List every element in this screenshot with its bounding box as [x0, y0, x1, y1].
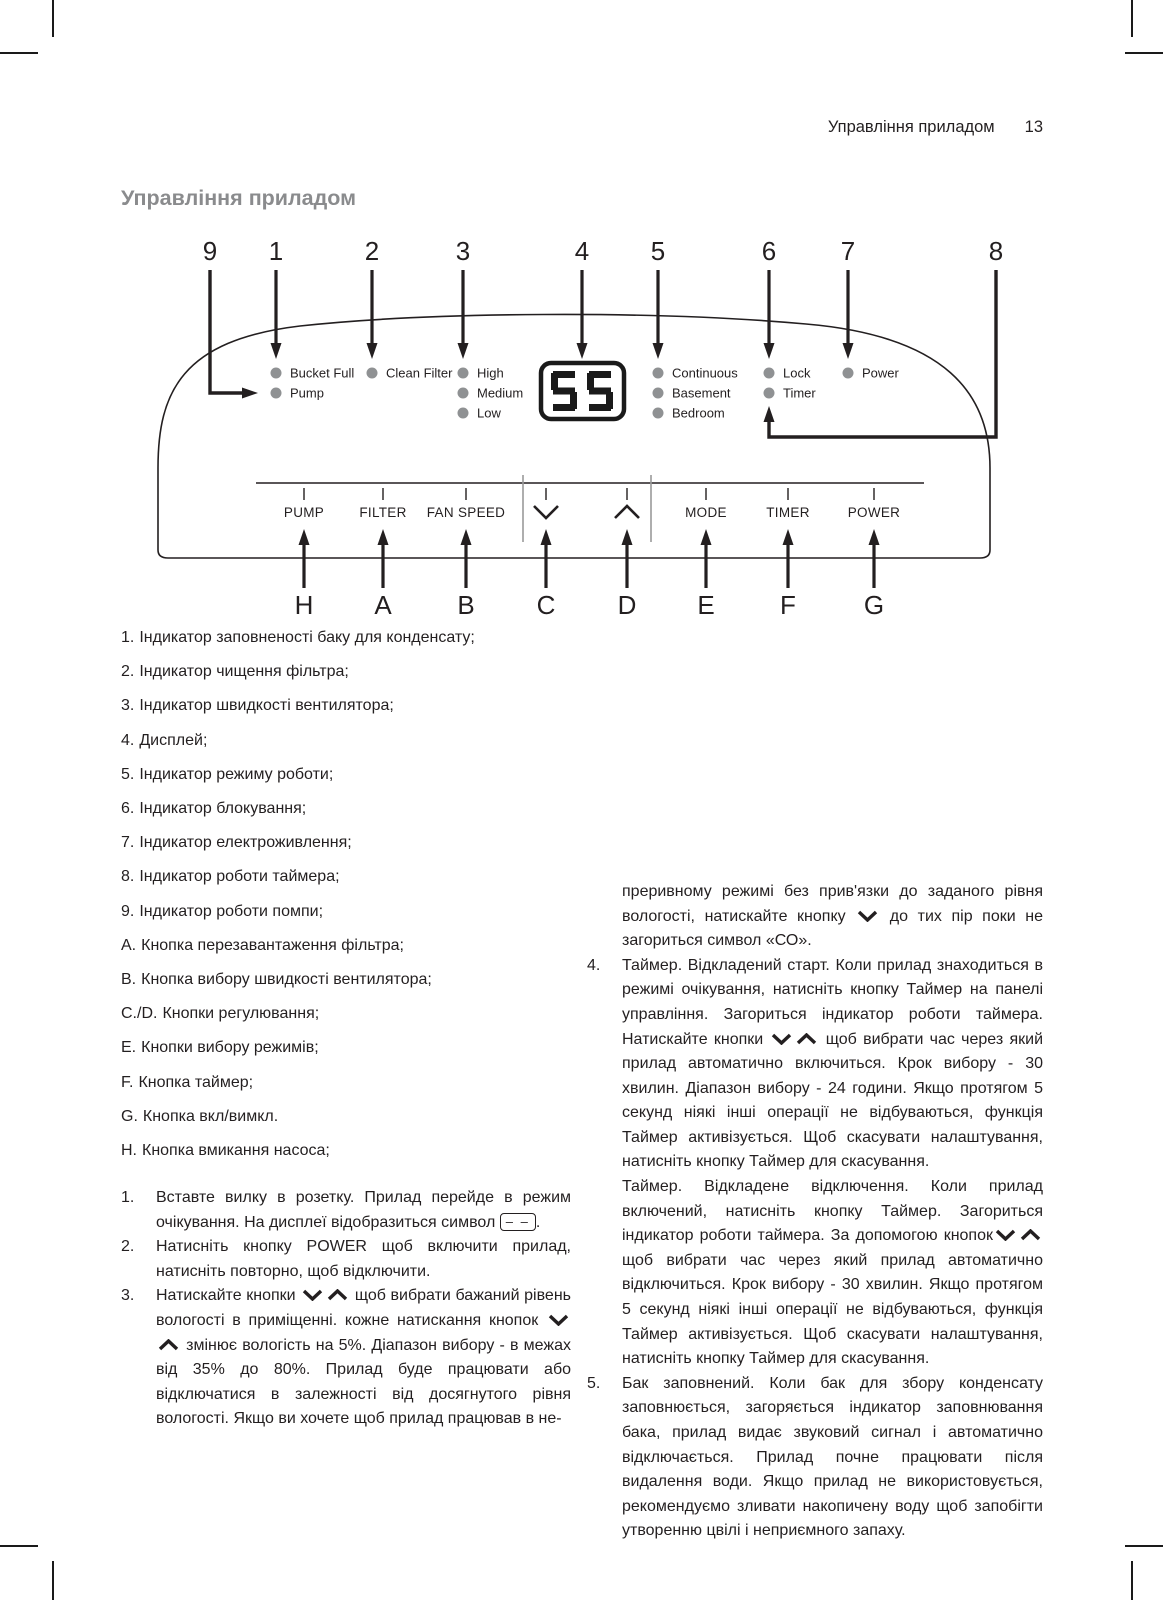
crop-mark-bottom-right-v [1131, 1561, 1133, 1600]
bedroom-led [653, 408, 664, 419]
running-header [828, 118, 1043, 137]
legend-item [121, 792, 571, 826]
instruction-text: Натисніть кнопку POWER щоб включити прилад, натисніть повторно, щоб відключити. [156, 1238, 571, 1280]
lock-led [764, 368, 775, 379]
basement-label: Basement [672, 385, 731, 401]
chevron-up-icon [327, 1289, 348, 1301]
chevron-down-icon [857, 910, 878, 922]
callout-6: 6 [761, 236, 777, 266]
button-labels [284, 505, 900, 520]
legend-item-number: 4. [121, 731, 135, 749]
arrow-down-icon [764, 343, 775, 359]
legend-item-text: Індикатор швидкості вентилятора; [139, 697, 394, 715]
legend-item-text: Кнопки регулювання; [162, 1005, 320, 1023]
instruction-text: Натискайте кнопки щоб вибрати бажаний рівень вологості в приміщенні. кожне натискання кнопок змінює вологість на 5%. Діапазон вибору - в межах від 35% до 80%. Прилад буде працювати або відключатися в залежності від досягнутого рівня вологості. Якщо ви хочете щоб прилад працював в не- [156, 1287, 571, 1428]
page-number: 13 [1024, 118, 1043, 136]
legend-item-text: Індикатор роботи помпи; [139, 902, 324, 920]
arrow-down-icon [458, 343, 469, 359]
chevron-down-icon [771, 1033, 792, 1045]
callout-2: 2 [364, 236, 380, 266]
seven-segment-display [541, 363, 624, 419]
legend-item [121, 860, 571, 894]
arrow-down-icon [577, 343, 588, 359]
crop-mark-bottom-left-h [0, 1545, 38, 1547]
legend-item-text: Індикатор режиму роботи; [139, 765, 334, 783]
clean-filter-label: Clean Filter [386, 365, 453, 381]
segment [587, 373, 594, 390]
chevron-down-icon [302, 1289, 323, 1301]
legend-item-text: Дисплей; [139, 731, 208, 749]
legend-item [121, 1134, 571, 1168]
fan-speed-button: FAN SPEED [426, 505, 506, 520]
arrow-up-icon [764, 406, 775, 422]
callout-F: F [780, 590, 796, 620]
legend-item-number: A. [121, 936, 137, 954]
legend-item-number: 8. [121, 868, 135, 886]
bucket-full-label: Bucket Full [290, 365, 355, 381]
arrow-down-icon [653, 343, 664, 359]
legend-item-number: E. [121, 1039, 137, 1057]
chevron-up-icon [1020, 1229, 1041, 1241]
instructions-left [121, 1186, 571, 1432]
chevron-down-icon [548, 1314, 569, 1326]
instruction-number: 2. [121, 1238, 135, 1256]
page-title: Управління приладом [121, 186, 357, 210]
pump-button: PUMP [283, 505, 325, 520]
instruction-item [587, 880, 1043, 954]
instruction-item [121, 1235, 571, 1284]
instruction-item [587, 1372, 1043, 1544]
instruction-item [587, 954, 1043, 1175]
instruction-item [587, 1175, 1043, 1372]
callout-letters-bottom [295, 590, 885, 620]
legend-item-text: Кнопка таймер; [138, 1073, 254, 1091]
continuous-led [653, 368, 664, 379]
legend-item-number: F. [121, 1073, 134, 1091]
legend-item [121, 621, 571, 655]
legend-item [121, 724, 571, 758]
power-label: Power [862, 365, 899, 381]
legend-list [121, 621, 571, 1168]
display-symbol-box: – – [500, 1213, 536, 1231]
legend-item-number: 5. [121, 765, 135, 783]
legend-item-text: Індикатор блокування; [139, 800, 307, 818]
callout-E: E [697, 590, 715, 620]
legend-item-number: C./D. [121, 1005, 158, 1023]
legend-item-number: B. [121, 971, 137, 989]
arrow-up-icon [461, 529, 472, 545]
legend-item [121, 1066, 571, 1100]
callout-A: A [374, 590, 392, 620]
chevron-down-button [534, 506, 558, 518]
medium-label: Medium [477, 385, 524, 401]
legend-item [121, 758, 571, 792]
legend-item-text: Кнопка вмикання насоса; [142, 1142, 330, 1160]
legend-item-number: 2. [121, 663, 135, 681]
crop-mark-top-left-v [52, 0, 54, 37]
legend-item [121, 1031, 571, 1065]
legend-item [121, 963, 571, 997]
chevron-down-icon [995, 1229, 1016, 1241]
crop-mark-top-left-h [0, 52, 38, 54]
crop-mark-bottom-right-h [1125, 1545, 1163, 1547]
legend-item-text: Кнопки вибору режимів; [141, 1039, 319, 1057]
instruction-item [121, 1284, 571, 1432]
instructions-right [587, 880, 1043, 1544]
arrow-down-icon [271, 343, 282, 359]
arrow-right-icon [242, 388, 258, 399]
timer-button: TIMER [766, 505, 810, 520]
legend-item [121, 689, 571, 723]
callout-1: 1 [268, 236, 284, 266]
legend-item-text: Індикатор електроживлення; [139, 834, 352, 852]
legend-item-number: G. [121, 1107, 138, 1125]
arrow-up-icon [701, 529, 712, 545]
legend-item-text: Кнопка перезавантаження фільтра; [141, 936, 404, 954]
segment [589, 404, 611, 411]
arrow-up-icon [622, 529, 633, 545]
legend-item [121, 929, 571, 963]
arrow-down-icon [367, 343, 378, 359]
callout-9-arrow [210, 270, 258, 399]
legend-item [121, 1100, 571, 1134]
crop-mark-top-right-h [1125, 52, 1163, 54]
arrow-up-icon [541, 529, 552, 545]
legend-item-text: Індикатор заповненості баку для конденсату; [139, 629, 475, 646]
crop-mark-top-right-v [1131, 0, 1133, 37]
callout-3: 3 [455, 236, 471, 266]
segment [551, 373, 558, 390]
legend-item-text: Кнопка вкл/вимкл. [142, 1107, 279, 1125]
callout-D: D [617, 590, 637, 620]
basement-led [653, 388, 664, 399]
mode-button: MODE [685, 505, 727, 520]
legend-item [121, 655, 571, 689]
clean-filter-led [367, 368, 378, 379]
callout-8-arrow [764, 270, 997, 437]
running-header-title: Управління приладом [827, 118, 995, 136]
continuous-label: Continuous [672, 365, 738, 381]
callout-5: 5 [650, 236, 666, 266]
chevron-up-icon [158, 1339, 179, 1351]
callout-B: B [457, 590, 475, 620]
callout-C: C [536, 590, 556, 620]
bedroom-label: Bedroom [672, 405, 725, 421]
power-led [843, 368, 854, 379]
legend-item-text: Індикатор чищення фільтра; [139, 663, 349, 681]
crop-mark-bottom-left-v [52, 1561, 54, 1600]
high-label: High [477, 365, 504, 381]
pump-label: Pump [290, 385, 324, 401]
chevron-up-icon [796, 1033, 817, 1045]
legend-item-number: H. [121, 1142, 137, 1160]
lock-label: Lock [783, 365, 811, 381]
instruction-number: 5. [587, 1374, 601, 1392]
callout-H: H [294, 590, 314, 620]
legend-item-number: 9. [121, 902, 135, 920]
callout-7: 7 [840, 236, 856, 266]
callout-8: 8 [988, 236, 1004, 266]
arrow-up-icon [869, 529, 880, 545]
legend-item [121, 826, 571, 860]
legend-item-text: Кнопка вибору швидкості вентилятора; [141, 971, 432, 989]
high-led [458, 368, 469, 379]
arrow-up-icon [378, 529, 389, 545]
legend-item-number: 6. [121, 800, 135, 818]
chevron-up-button [615, 506, 639, 518]
bucket-full-led [271, 368, 282, 379]
legend-item-number: 7. [121, 834, 135, 852]
callout-G: G [863, 590, 885, 620]
arrow-up-icon [783, 529, 794, 545]
arrow-down-icon [843, 343, 854, 359]
control-panel-diagram [0, 230, 1163, 630]
legend-item [121, 997, 571, 1031]
button-ticks [304, 488, 874, 500]
low-label: Low [477, 405, 501, 421]
instruction-number: 3. [121, 1287, 135, 1305]
callout-4: 4 [574, 236, 590, 266]
instruction-text: преривному режимі без прив'язки до заданого рівня вологості, натискайте кнопку до тих пір поки не загориться символ «СО». [622, 882, 1043, 950]
pump-led [271, 388, 282, 399]
low-led [458, 408, 469, 419]
timer-label: Timer [783, 385, 816, 401]
legend-item-text: Індикатор роботи таймера; [139, 868, 340, 886]
medium-led [458, 388, 469, 399]
instruction-item [121, 1186, 571, 1235]
callout-9: 9 [202, 236, 218, 266]
legend-item-number: 3. [121, 697, 135, 715]
segment [553, 404, 575, 411]
timer-led [764, 388, 775, 399]
callout-numbers-top [203, 236, 1003, 266]
arrow-up-icon [299, 529, 310, 545]
power-button: POWER [847, 505, 901, 520]
legend-item-number: 1. [121, 629, 135, 646]
instruction-number: 1. [121, 1189, 135, 1206]
instruction-text: Вставте вилку в розетку. Прилад перейде в режим очікування. На дисплеї відобразиться символ – – . [156, 1189, 571, 1231]
instruction-text: Бак заповнений. Коли бак для збору конденсату заповнюється, загоряється індикатор заповнювання бака, прилад видає звуковий сигнал і автоматично відключається. Прилад почне працювати після видалення води. Якщо прилад не використовується, рекомендуємо зливати накопичену воду щоб запобігти утворенню цвілі і неприємного запаху. [622, 1374, 1043, 1540]
instruction-text: Таймер. Відкладений старт. Коли прилад знаходиться в режимі очікування, натисніть кнопку Таймер на панелі управління. Загориться індикатор роботи таймера. Натискайте кнопки щоб вибрати час через який прилад автоматично включиться. Крок вибору - 30 хвилин. Діапазон вибору - 24 години. Якщо протягом 5 секунд ніякі інші операції не відбуваються, функція Таймер активізується. Щоб скасувати налаштування, натисніть кнопку Таймер для скасування. [622, 956, 1043, 1171]
legend-item [121, 895, 571, 929]
instruction-text: Таймер. Відкладене відключення. Коли прилад включений, натисніть кнопку Таймер. Загориться індикатор роботи таймера. За допомогою кнопок щоб вибрати час через який прилад автоматично відключиться. Крок вибору - 30 хвилин. Якщо протягом 5 секунд ніякі інші операції не відбуваються, функція Таймер активізується. Щоб скасувати налаштування, натисніть кнопку Таймер для скасування. [622, 1178, 1043, 1368]
filter-button: FILTER [359, 505, 407, 520]
instruction-number: 4. [587, 956, 601, 974]
